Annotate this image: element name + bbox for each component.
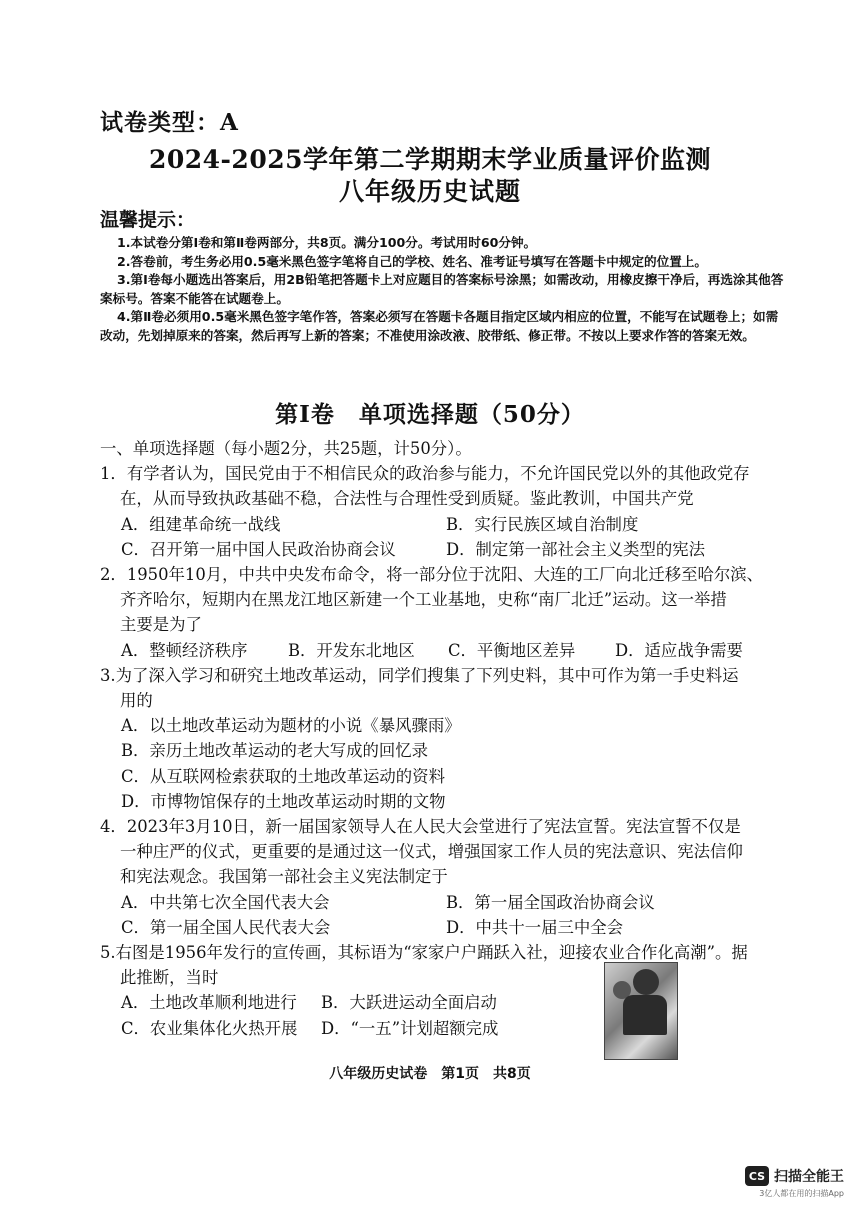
propaganda-poster-image bbox=[604, 962, 678, 1060]
question-area bbox=[100, 436, 790, 1041]
question-text: 一种庄严的仪式，更重要的是通过这一仪式，增强国家工作人员的宪法意识、宪法信仰 bbox=[120, 842, 743, 862]
option-c: C．第一届全国人民代表大会 bbox=[121, 917, 331, 937]
exam-title: 2024-2025学年第二学期期末学业质量评价监测 bbox=[148, 145, 712, 174]
option-a: A．以土地改革运动为题材的小说《暴风骤雨》 bbox=[121, 716, 461, 736]
question-text: 5.右图是1956年发行的宣传画，其标语为“家家户户踊跃入社，迎接农业合作化高潮”。据 bbox=[100, 943, 748, 963]
question-text: 2．1950年10月，中共中央发布命令，将一部分位于沈阳、大连的工厂向北迁移至哈尔滨、 bbox=[100, 565, 764, 585]
option-b: B．大跃进运动全面启动 bbox=[321, 993, 497, 1013]
question-text: 4．2023年3月10日，新一届国家领导人在人民大会堂进行了宪法宣誓。宪法宣誓不仅是 bbox=[100, 817, 741, 837]
question-5 bbox=[100, 940, 790, 1041]
tip-note: 2.答卷前，考生务必用0.5毫米黑色签字笔将自己的学校、姓名、准考证号填写在答题卡中规定的位置上。 bbox=[117, 253, 707, 269]
option-row bbox=[100, 512, 790, 537]
option-c: C．召开第一届中国人民政治协商会议 bbox=[121, 539, 396, 559]
tip-note: 4.第Ⅱ卷必须用0.5毫米黑色签字笔作答，答案必须写在答题卡各题目指定区域内相应的位置，不能写在试题卷上；如需改动，先划掉原来的答案，然后再写上新的答案；不准使用涂改液、胶带纸、修正带。不按以上要求作答的答案无效。 bbox=[100, 309, 779, 343]
option-row bbox=[100, 890, 790, 915]
option-b: B．第一届全国政治协商会议 bbox=[446, 892, 655, 912]
page-footer: 八年级历史试卷 第1页 共8页 bbox=[329, 1066, 531, 1082]
exam-subtitle: 八年级历史试题 bbox=[338, 177, 521, 206]
option-row bbox=[100, 1016, 790, 1041]
question-text: 3.为了深入学习和研究土地改革运动，同学们搜集了下列史料，其中可作为第一手史料运 bbox=[100, 665, 739, 685]
option-d: D．适应战争需要 bbox=[615, 640, 743, 660]
option-d: D．“一五”计划超额完成 bbox=[321, 1018, 499, 1038]
question-text: 齐齐哈尔，短期内在黑龙江地区新建一个工业基地，史称“南厂北迁”运动。这一举措 bbox=[120, 590, 727, 610]
option-a: A．整顿经济秩序 bbox=[121, 640, 248, 660]
question-text: 用的 bbox=[120, 691, 153, 711]
question-text: 1．有学者认为，国民党由于不相信民众的政治参与能力，不允许国民党以外的其他政党存 bbox=[100, 464, 750, 484]
tips-heading: 温馨提示： bbox=[100, 209, 196, 231]
option-c: C．农业集体化火热开展 bbox=[121, 1018, 298, 1038]
question-text: 在，从而导致执政基础不稳，合法性与合理性受到质疑。鉴此教训，中国共产党 bbox=[120, 489, 694, 509]
option-row bbox=[100, 990, 790, 1015]
tip-note: 1.本试卷分第Ⅰ卷和第Ⅱ卷两部分，共8页。满分100分。考试用时60分钟。 bbox=[117, 235, 537, 250]
question-text: 主要是为了 bbox=[120, 615, 202, 635]
option-a: A．土地改革顺利地进行 bbox=[121, 993, 297, 1013]
option-a: A．组建革命统一战线 bbox=[121, 514, 281, 534]
camscanner-logo-icon: CS bbox=[745, 1166, 769, 1186]
watermark-name: 扫描全能王 bbox=[774, 1169, 844, 1185]
scanner-watermark bbox=[745, 1166, 844, 1199]
option-b: B．实行民族区域自治制度 bbox=[446, 514, 639, 534]
watermark-subtitle: 3亿人都在用的扫描App bbox=[759, 1189, 844, 1198]
option-a: A．中共第七次全国代表大会 bbox=[121, 892, 330, 912]
tip-note: 3.第Ⅰ卷每小题选出答案后，用2B铅笔把答题卡上对应题目的答案标号涂黑；如需改动，用橡皮擦干净后，再选涂其他答案标号。答案不能答在试题卷上。 bbox=[100, 272, 784, 306]
option-b: B．亲历土地改革运动的老大写成的回忆录 bbox=[121, 741, 429, 761]
section-instruction: 一、单项选择题（每小题2分，共25题，计50分）。 bbox=[100, 439, 472, 458]
option-row bbox=[100, 537, 790, 562]
question-2 bbox=[100, 562, 790, 663]
question-1 bbox=[100, 461, 790, 562]
option-d: D．制定第一部社会主义类型的宪法 bbox=[446, 539, 705, 559]
option-c: C．平衡地区差异 bbox=[448, 640, 576, 660]
option-d: D．中共十一届三中全会 bbox=[446, 917, 624, 937]
paper-type: 试卷类型：A bbox=[100, 109, 239, 136]
question-3 bbox=[100, 663, 790, 814]
section-title: 第Ⅰ卷 单项选择题（50分） bbox=[275, 401, 585, 428]
option-c: C．从互联网检索获取的土地改革运动的资料 bbox=[121, 766, 445, 786]
option-row bbox=[100, 638, 790, 663]
question-text: 此推断，当时 bbox=[120, 968, 219, 988]
option-row bbox=[100, 915, 790, 940]
question-text: 和宪法观念。我国第一部社会主义宪法制定于 bbox=[120, 867, 448, 887]
question-4 bbox=[100, 814, 790, 940]
option-d: D．市博物馆保存的土地改革运动时期的文物 bbox=[121, 791, 446, 811]
option-b: B．开发东北地区 bbox=[288, 640, 415, 660]
tips-notes bbox=[100, 234, 788, 345]
